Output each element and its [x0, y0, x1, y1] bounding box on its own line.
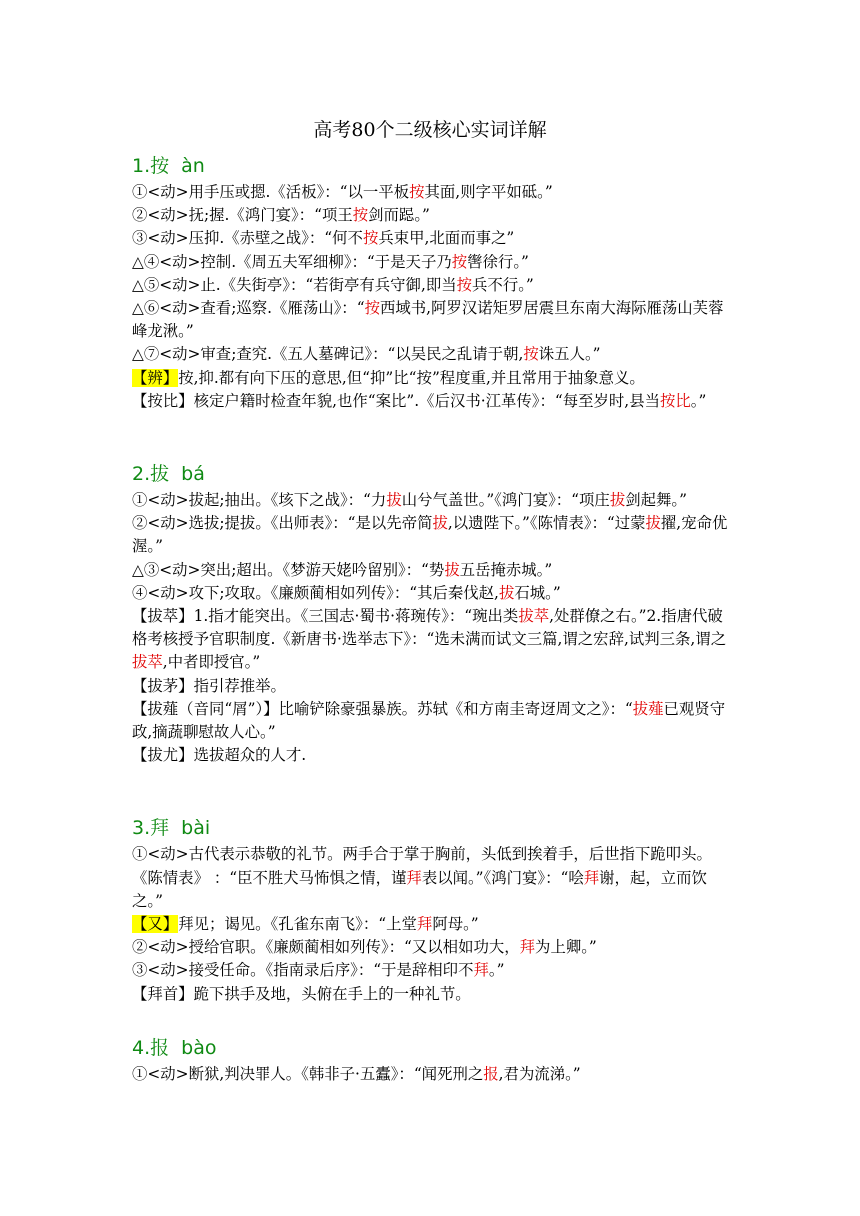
highlighted-word: 报 [483, 1064, 499, 1083]
text-segment: △⑦<动>审查;查究.《五人墓碑记》：“以吴民之乱请于朝, [132, 345, 524, 364]
definition-line [132, 744, 732, 767]
definition-line [132, 843, 732, 913]
text-segment: 【拔萃】1.指才能突出。《三国志·蜀书·蒋琬传》：“琬出类 [132, 607, 519, 626]
definition-line [132, 297, 732, 343]
highlighted-word: 拔 [498, 583, 515, 602]
text-segment: ,以遗陛下。”《陈情表》：“过蒙 [447, 514, 646, 533]
text-segment: 剑而跽。” [368, 206, 430, 225]
definition-line [132, 181, 732, 204]
definition-line [132, 390, 732, 413]
text-segment: 【拔尤】选拔超众的人才. [132, 746, 307, 765]
text-segment: ①<动>拔起;抽出。《垓下之战》：“力 [132, 491, 387, 510]
text-segment: ③<动>压抑.《赤壁之战》：“何不 [132, 229, 363, 248]
text-segment: ①<动>用手压或摁.《活板》：“以一平板 [132, 183, 410, 201]
definition-line [132, 274, 732, 297]
highlighted-word: 按 [364, 299, 380, 318]
definition-line [132, 675, 732, 698]
highlighted-word: 按 [352, 206, 369, 225]
entry-pinyin: bá [181, 463, 205, 486]
text-segment: 【按比】核定户籍时检查年貌,也作“案比”.《后汉书·江革传》：“每至岁时,县当 [132, 391, 660, 410]
highlighted-word: 拜 [406, 868, 422, 887]
definition-line [132, 698, 732, 744]
highlighted-word: 拔 [609, 491, 626, 510]
section-spacer [132, 767, 860, 813]
text-segment: △④<动>控制.《周五夫军细柳》：“于是天子乃 [132, 252, 452, 271]
text-segment: 兵不行。” [472, 275, 534, 294]
definition-line [132, 204, 732, 227]
text-segment: △⑥<动>查看;巡察.《雁荡山》：“ [132, 299, 365, 318]
text-segment: ①<动>断狱,判决罪人。《韩非子·五蠹》：“闻死刑之 [132, 1064, 484, 1083]
text-segment: ④<动>攻下;攻取。《廉颇蔺相如列传》：“其后秦伐赵, [132, 583, 499, 602]
text-segment: 按,抑.都有向下压的意思,但“抑”比“按”程度重,并且常用于抽象意义。 [178, 368, 645, 387]
highlighted-word: 拔 [432, 514, 448, 533]
text-segment: ②<动>抚;握.《鸿门宴》：“项王 [132, 206, 353, 225]
text-segment: 【拔薤（音同“屑”）】比喻铲除豪强暴族。苏轼《和方南圭寄迓周文之》：“ [132, 699, 633, 718]
definition-line [132, 983, 732, 1006]
definition-line [132, 605, 732, 675]
definition-line [132, 512, 732, 558]
definition-line [132, 936, 732, 959]
marker-label: 【又】 [132, 915, 179, 934]
definition-line [132, 582, 732, 605]
definition-line [132, 367, 732, 390]
text-segment: 擢,宠命优渥。” [132, 514, 728, 556]
entry-number: 1.按 [132, 155, 170, 177]
marker-label: 【辨】 [132, 368, 179, 387]
entries-container [132, 151, 860, 1086]
highlighted-word: 拔 [444, 560, 460, 579]
highlighted-word: 拔 [386, 491, 402, 510]
text-segment: ③<动>接受任命。《指南录后序》：“于是辞相印不 [132, 961, 474, 980]
text-segment: 石城。” [514, 583, 561, 602]
text-segment: 西域书,阿罗汉诺矩罗居震旦东南大海际雁荡山芙蓉峰龙湫。” [132, 299, 724, 341]
highlighted-word: 拜 [473, 961, 489, 980]
text-segment: ,中者即授官。” [162, 653, 261, 672]
text-segment: 拜见；谒见。《孔雀东南飞》：“上堂 [178, 915, 417, 934]
text-segment: 诛五人。” [538, 345, 601, 364]
highlighted-word: 拜 [519, 938, 536, 957]
definition-line [132, 913, 732, 936]
page-title: 高考80个二级核心实词详解 [313, 119, 547, 141]
definition-line [132, 959, 732, 982]
highlighted-word: 拜 [583, 868, 600, 887]
entry-heading [132, 459, 860, 489]
text-segment: △③<动>突出;超出。《梦游天姥吟留别》：“势 [132, 560, 445, 579]
text-segment: 为上卿。” [535, 938, 597, 957]
highlighted-word: 按 [409, 183, 425, 201]
text-segment: ①<动>古代表示恭敬的礼节。两手合于掌于胸前，头低到挨着手，后世指下跪叩头。《陈情表》 ：“臣不胜犬马怖惧之情，谨 [132, 845, 712, 887]
highlighted-word: 按 [362, 229, 379, 248]
entry-number: 2.拔 [132, 463, 170, 486]
text-segment: 剑起舞。” [625, 491, 687, 510]
entry-pinyin: àn [181, 155, 205, 177]
definition-line [132, 251, 732, 274]
highlighted-word: 按 [456, 275, 473, 294]
entry-heading [132, 1033, 860, 1063]
text-segment: 。” [488, 961, 505, 980]
entry-number: 3.拜 [132, 817, 170, 840]
definition-line [132, 227, 732, 250]
entry-heading [132, 151, 860, 181]
text-segment: 。” [690, 391, 707, 410]
entry-pinyin: bào [181, 1036, 217, 1059]
text-segment: 【拔茅】指引荐推举。 [132, 676, 286, 695]
text-segment: ,处群僚之右。”2.指唐代破格考核授予官职制度.《新唐书·选举志下》：“选未满而试文三篇,谓之宏辞,试判三条,谓之 [132, 607, 727, 649]
highlighted-word: 按 [451, 252, 468, 271]
highlighted-word: 拔薤 [632, 699, 664, 718]
entry-heading [132, 813, 860, 843]
section-spacer [132, 1006, 860, 1033]
definition-line [132, 489, 732, 512]
definition-line [132, 1063, 732, 1086]
entry-section [132, 813, 860, 1005]
text-segment: △⑤<动>止.《失街亭》：“若街亭有兵守御,即当 [132, 275, 457, 294]
entry-section [132, 459, 860, 767]
text-segment: 阿母。” [432, 915, 479, 934]
section-spacer [132, 413, 860, 459]
text-segment: 已观贤守政,摘蔬聊慰故人心。” [132, 699, 726, 742]
entry-section [132, 151, 860, 413]
highlighted-word: 拔萃 [518, 607, 550, 626]
highlighted-word: 按 [523, 345, 539, 364]
text-segment: ②<动>选拔;提拔。《出师表》：“是以先帝简 [132, 514, 433, 533]
text-segment: 山兮气盖世。”《鸿门宴》：“项庄 [401, 491, 610, 510]
highlighted-word: 按比 [659, 391, 691, 410]
highlighted-word: 拜 [416, 915, 433, 934]
text-segment: ②<动>授给官职。《廉颇蔺相如列传》：“又以相如功大， [132, 938, 520, 957]
highlighted-word: 拔 [645, 514, 661, 533]
text-segment: 兵束甲,北面而事之” [378, 229, 515, 248]
text-segment: 【拜首】跪下拱手及地，头俯在手上的一种礼节。 [132, 984, 471, 1003]
entry-pinyin: bài [181, 817, 211, 840]
text-segment: 表以闻。”《鸿门宴》：“哙 [421, 868, 584, 887]
highlighted-word: 拔萃 [132, 653, 163, 672]
definition-line [132, 343, 732, 366]
entry-number: 4.报 [132, 1036, 170, 1059]
text-segment: 其面,则字平如砥。” [424, 183, 553, 201]
text-segment: 谢，起，立而饮之。” [132, 868, 707, 910]
definition-line [132, 559, 732, 582]
text-segment: ,君为流涕。” [498, 1064, 581, 1083]
text-segment: 辔徐行。” [467, 252, 529, 271]
entry-section [132, 1033, 860, 1086]
text-segment: 五岳掩赤城。” [459, 560, 553, 579]
